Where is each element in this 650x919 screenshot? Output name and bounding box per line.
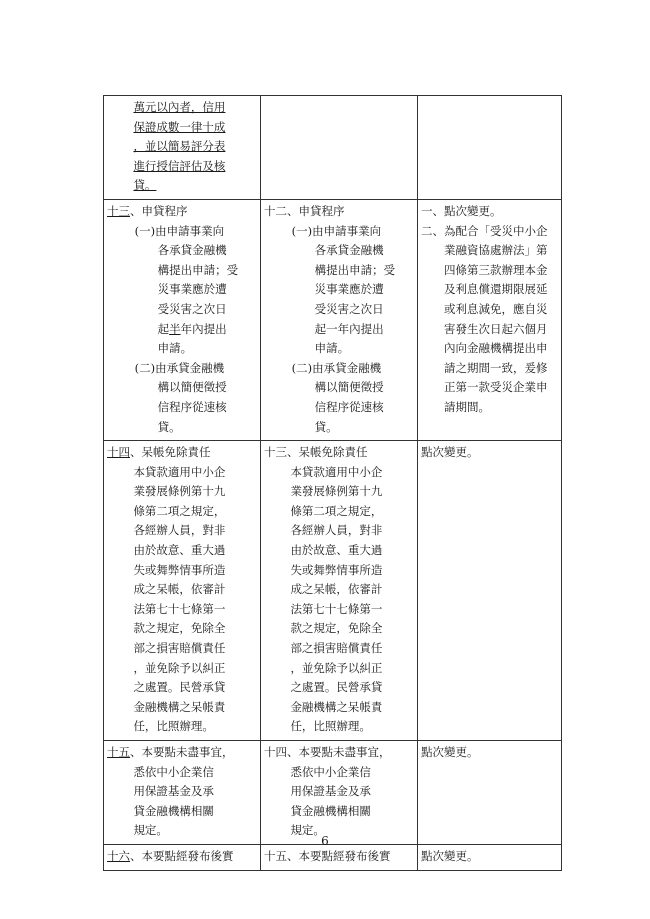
text-line: (一)由申請事業向 (291, 223, 382, 238)
text-line: 保證成數一律十成 (133, 119, 226, 134)
text-line: 進行授信評估及核 (133, 158, 226, 173)
current-text-cell (261, 844, 418, 870)
current-text-cell (261, 441, 418, 741)
text-line: 申請。 (314, 341, 350, 356)
text-line: 由於故意、重大過 (133, 543, 226, 558)
text-line: 請之期間一致，爰修 (444, 360, 548, 375)
text-line: 金融機構之呆帳責 (290, 699, 383, 714)
text-line: 貸。 (314, 419, 338, 434)
text-line: 之處置。民營承貸 (133, 680, 226, 695)
text-line: (一)由申請事業向 (134, 223, 225, 238)
text-line: 二、為配合「受災中小企 (421, 223, 548, 238)
text-line: 金融機構之呆帳責 (133, 699, 226, 714)
explanation-cell (418, 844, 562, 870)
text-line: 任，比照辦理。 (290, 719, 371, 734)
text-line: 正第一款受災企業申 (444, 380, 548, 395)
text-line: 構提出申請；受 (314, 262, 396, 277)
text-line: ，並免除予以糾正 (133, 660, 226, 675)
amended-text-cell (104, 199, 261, 440)
current-text-cell (261, 741, 418, 845)
text-line: 之處置。民營承貸 (290, 680, 383, 695)
text-line: 款之規定，免除全 (133, 621, 226, 636)
current-text-cell (261, 199, 418, 440)
text-line: 災事業應於遭 (314, 282, 384, 297)
text-line: 災事業應於遭 (157, 282, 227, 297)
row-effective-date (104, 844, 562, 870)
text-line: 十二、申貸程序 (264, 203, 345, 218)
text-line: 構以簡便徵授 (157, 380, 227, 395)
text-line: 起半年內提出 (157, 321, 227, 336)
text-line: 貸。 (157, 419, 181, 434)
text-line: 信程序從速核 (157, 399, 227, 414)
text-line: 部之損害賠償責任 (290, 641, 383, 656)
text-line: 款之規定，免除全 (290, 621, 383, 636)
amended-text-cell (104, 741, 261, 845)
text-line: 條第二項之規定， (133, 503, 226, 518)
row-other-matters (104, 741, 562, 845)
text-line: 十三、呆帳免除責任 (264, 445, 368, 460)
text-line: 貸。 (133, 178, 157, 193)
explanation-cell (418, 741, 562, 845)
text-line: 用保證基金及承 (133, 784, 214, 799)
text-line: 十五、本要點未盡事宜， (107, 745, 234, 759)
text-line: 各經辦人員，對非 (133, 523, 226, 538)
text-line: 貸金融機構相關 (290, 803, 371, 818)
text-line: 點次變更。 (421, 745, 479, 759)
text-line: 內向金融機構提出申 (444, 341, 548, 356)
text-line: 十三、申貸程序 (107, 203, 188, 218)
text-line: 請期間。 (444, 399, 490, 414)
text-line: 由於故意、重大過 (290, 543, 383, 558)
text-line: 法第七十七條第一 (133, 601, 226, 616)
text-line: 各承貸金融機 (314, 243, 384, 258)
amendment-comparison-table (103, 95, 562, 871)
amended-text-cell (104, 96, 261, 200)
current-text-cell (261, 96, 418, 200)
text-line: 申請。 (157, 341, 193, 356)
text-line: 失或舞弊情事所造 (290, 562, 383, 577)
text-line: 害發生次日起六個月 (444, 321, 548, 336)
text-line: 各承貸金融機 (157, 243, 227, 258)
text-line: 部之損害賠償責任 (133, 641, 226, 656)
text-line: 受災害之次日 (314, 301, 384, 316)
explanation-cell (418, 96, 562, 200)
text-line: 四條第三款辦理本金 (444, 262, 548, 277)
text-line: 各經辦人員，對非 (290, 523, 383, 538)
text-line: (二)由承貸金融機 (291, 360, 382, 375)
amended-text-cell (104, 441, 261, 741)
text-line: 十六、本要點經發布後實 (107, 848, 234, 863)
text-line: 規定。 (133, 823, 168, 838)
text-line: 條第二項之規定， (290, 503, 383, 518)
text-line: 用保證基金及承 (290, 784, 371, 799)
row-application-procedure (104, 199, 562, 440)
explanation-cell (418, 199, 562, 440)
text-line: 成之呆帳，依審計 (290, 582, 383, 597)
text-line: ，並以簡易評分表 (133, 139, 226, 154)
text-line: 本貸款適用中小企 (290, 464, 383, 479)
text-line: 構以簡便徵授 (314, 380, 384, 395)
text-line: (二)由承貸金融機 (134, 360, 225, 375)
text-line: 點次變更。 (421, 445, 479, 460)
text-line: 受災害之次日 (157, 301, 227, 316)
text-line: 十四、本要點未盡事宜， (264, 745, 391, 759)
explanation-cell (418, 441, 562, 741)
text-line: 悉依中小企業信 (133, 764, 214, 779)
text-line: 點次變更。 (421, 848, 479, 863)
text-line: 任，比照辦理。 (133, 719, 214, 734)
text-line: 本貸款適用中小企 (133, 464, 226, 479)
row-exemption (104, 441, 562, 741)
text-line: 失或舞弊情事所造 (133, 562, 226, 577)
text-line: ，並免除予以糾正 (290, 660, 383, 675)
row-continuation (104, 96, 562, 200)
text-line: 十五、本要點經發布後實 (264, 848, 391, 863)
text-line: 貸金融機構相關 (133, 803, 214, 818)
text-line: 及利息償還期限展延 (444, 282, 548, 297)
text-line: 信程序從速核 (314, 399, 384, 414)
text-line: 起一年內提出 (314, 321, 384, 336)
text-line: 一、點次變更。 (421, 203, 502, 218)
page-number: 6 (321, 834, 329, 848)
text-line: 十四、呆帳免除責任 (107, 445, 211, 460)
text-line: 成之呆帳，依審計 (133, 582, 226, 597)
text-line: 業發展條例第十九 (133, 484, 226, 499)
text-line: 悉依中小企業信 (290, 764, 371, 779)
text-line: 法第七十七條第一 (290, 601, 383, 616)
text-line: 萬元以內者，信用 (133, 100, 226, 114)
text-line: 業發展條例第十九 (290, 484, 383, 499)
text-line: 或利息減免，應自災 (444, 301, 548, 316)
amended-text-cell (104, 844, 261, 870)
text-line: 構提出申請；受 (157, 262, 239, 277)
text-line: 規定。 (290, 823, 325, 838)
text-line: 業融資協處辦法」第 (444, 243, 548, 258)
